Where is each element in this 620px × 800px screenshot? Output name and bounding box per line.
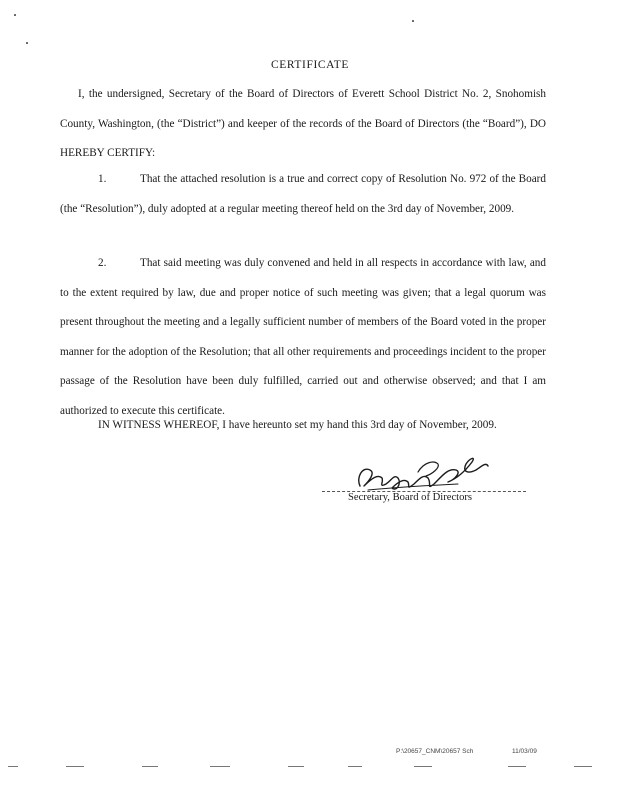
scan-dash [142, 766, 158, 767]
witness-clause: IN WITNESS WHEREOF, I have hereunto set my hand this 3rd day of November, 2009. [98, 419, 497, 431]
item-text: That the attached resolution is a true and correct copy of Resolution No. 972 of the Board (the “Resolution”), duly adopted at a regular meeting thereof held on the 3rd day of November, 2009. [60, 173, 546, 215]
item-number: 1. [98, 173, 107, 185]
scan-speck [26, 42, 28, 44]
scan-dash [414, 766, 432, 767]
intro-lead: I, the undersigned, Secretary of the Board of Directors of Everett School District No. 2, [78, 88, 492, 100]
footer-reference: P:\20657_CNM\20657 Sch [396, 748, 474, 755]
scan-dash [508, 766, 526, 767]
numbered-item-1 [60, 165, 546, 224]
scan-dash [574, 766, 592, 767]
numbered-item-2 [60, 249, 546, 426]
document-title: CERTIFICATE [270, 59, 350, 71]
signature-block [310, 448, 540, 520]
scan-dash [66, 766, 84, 767]
intro-rest: Snohomish County, Washington, (the “District”) and keeper of the records of the Board of Directors (the “Board”), DO HEREBY CERTIFY: [60, 88, 546, 159]
scan-dash [8, 766, 18, 767]
scan-dash [210, 766, 230, 767]
footer-code: 11/03/09 [512, 748, 537, 755]
scan-dash [348, 766, 362, 767]
intro-paragraph [60, 80, 546, 169]
scan-speck [14, 14, 16, 16]
item-number: 2. [98, 257, 107, 269]
item-text: That said meeting was duly convened and held in all respects in accordance with law, and to the extent required by law, due and proper notice of such meeting was given; that a legal quorum was present throughout the meeting and a legally sufficient number of members of the Board voted in the proper manner for the adoption of the Resolution; that all other requirements and proceedings incident to the proper passage of the Resolution have been duly fulfilled, carried out and otherwise observed; and that I am authorized to execute this certificate. [60, 257, 546, 417]
scan-speck [412, 20, 414, 22]
signature-caption: Secretary, Board of Directors [348, 492, 473, 503]
scan-dash [288, 766, 304, 767]
